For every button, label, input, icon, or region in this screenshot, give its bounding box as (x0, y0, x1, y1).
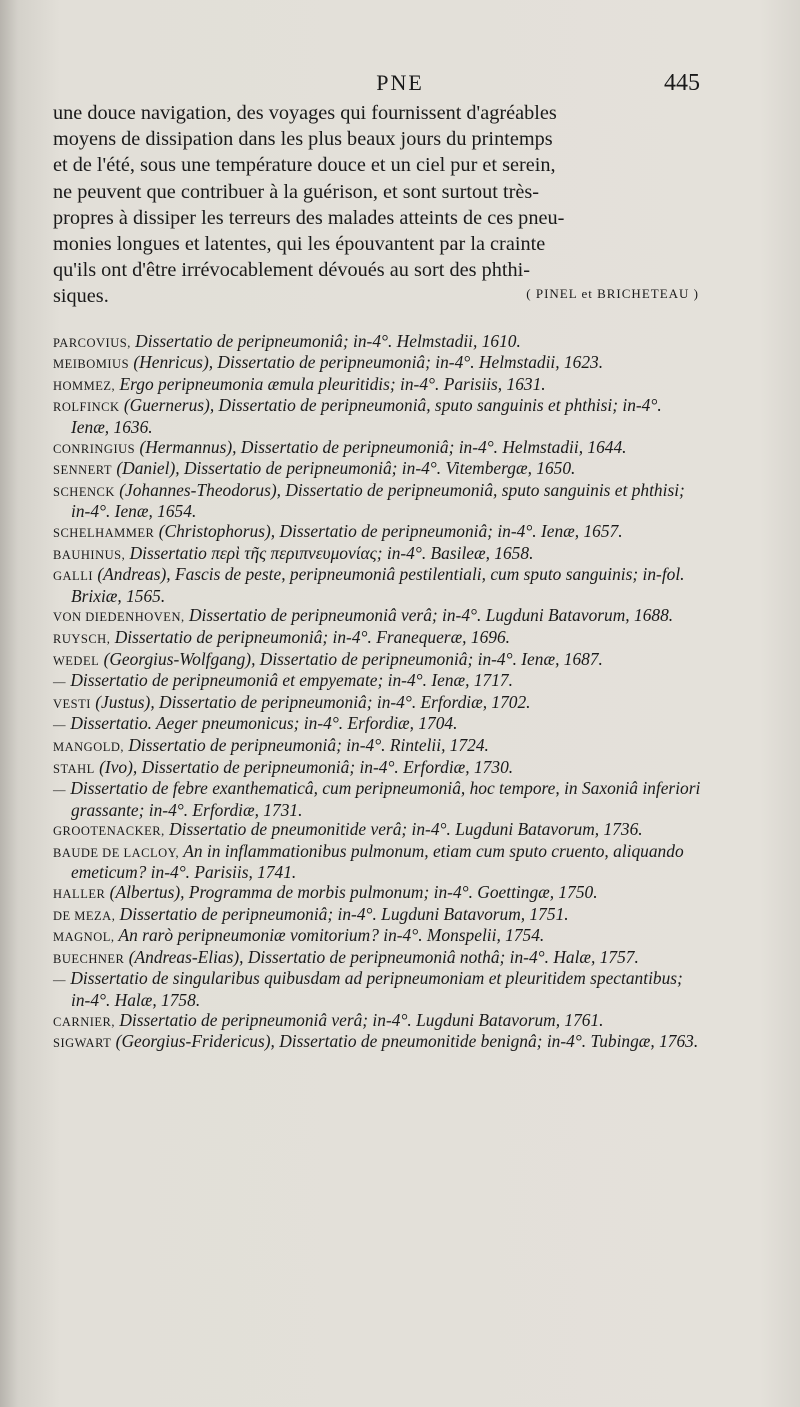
entry-citation: Dissertatio. Aeger pneumonicus; in-4°. Erfordiæ, 1704. (66, 713, 458, 734)
entry-citation: (Daniel), Dissertatio de peripneumoniâ; in-4°. Vitembergæ, 1650. (112, 458, 576, 479)
bibliography-entry (53, 883, 701, 905)
bibliography-entry (53, 758, 701, 780)
bibliography-entry (53, 779, 701, 820)
page-header (100, 70, 700, 100)
entry-citation: Dissertatio de pneumonitide verâ; in-4°. Lugduni Batavorum, 1736. (164, 819, 643, 840)
entry-citation: Dissertatio de febre exanthematicâ, cum peripneumoniâ, hoc tempore, in Saxoniâ inferiori grassante; in-4°. Erfordiæ, 1731. (66, 778, 701, 820)
bibliography-entry (53, 842, 701, 883)
paragraph-line: siques. (53, 285, 109, 308)
paragraph-line: propres à dissiper les terreurs des malades atteints de ces pneu- (53, 206, 565, 229)
bibliography-entry (53, 332, 701, 354)
entry-author: VON DIEDENHOVEN, (53, 610, 185, 625)
entry-citation: Dissertatio de peripneumoniâ; in-4°. Franequeræ, 1696. (110, 626, 510, 647)
entry-author: CARNIER, (53, 1014, 115, 1029)
entry-author: — (53, 718, 66, 733)
entry-author: MANGOLD, (53, 739, 125, 754)
entry-citation: (Christophorus), Dissertatio de peripneumoniâ; in-4°. Ienæ, 1657. (154, 520, 623, 541)
bibliography-entry (53, 926, 701, 948)
entry-author: RUYSCH, (53, 631, 111, 646)
entry-citation: Dissertatio de peripneumoniâ verâ; in-4°. Lugduni Batavorum, 1761. (115, 1009, 604, 1030)
entry-author: BUECHNER (53, 951, 125, 966)
entry-citation: Dissertatio περὶ τῆς περιπνευμονίας; in-4°. Basileæ, 1658. (125, 542, 534, 563)
bibliography-entry (53, 396, 701, 437)
entry-author: VESTI (53, 696, 91, 711)
paragraph-line: monies longues et latentes, qui les épouvantent par la crainte (53, 233, 546, 256)
bibliography-entry (53, 481, 701, 522)
entry-citation: Dissertatio de peripneumoniâ et empyemate; in-4°. Ienæ, 1717. (66, 670, 513, 691)
entry-citation: (Andreas), Fascis de peste, peripneumoniâ pestilentiali, cum sputo sanguinis; in-fol. Brixiæ, 1565. (71, 564, 685, 606)
bibliography-entry (53, 969, 701, 1010)
entry-author: BAUDE DE LACLOY, (53, 845, 180, 860)
entry-citation: Dissertatio de peripneumoniâ verâ; in-4°. Lugduni Batavorum, 1688. (184, 605, 674, 626)
entry-citation: (Justus), Dissertatio de peripneumoniâ; in-4°. Erfordiæ, 1702. (90, 691, 531, 712)
entry-author: SCHELHAMMER (53, 525, 155, 540)
entry-author: CONRINGIUS (53, 441, 136, 456)
bibliography-entry (53, 820, 701, 842)
bibliography-entry (53, 650, 701, 672)
paragraph-line: ne peuvent que contribuer à la guérison, et sont surtout très- (53, 180, 540, 203)
entry-citation: An rarò peripneumoniæ vomitorium? in-4°. Monspelii, 1754. (114, 925, 545, 946)
entry-author: SENNERT (53, 463, 112, 478)
entry-author: MAGNOL, (53, 930, 115, 945)
entry-author: STAHL (53, 761, 95, 776)
bibliography-entry (53, 671, 701, 693)
bibliography-entry (53, 353, 701, 375)
bibliography-entry (53, 714, 701, 736)
entry-citation: (Albertus), Programma de morbis pulmonum; in-4°. Goettingæ, 1750. (105, 882, 598, 903)
entry-citation: (Andreas-Elias), Dissertatio de peripneumoniâ nothâ; in-4°. Halæ, 1757. (124, 946, 639, 967)
entry-author: MEIBOMIUS (53, 357, 130, 372)
entry-citation: Dissertatio de peripneumoniâ; in-4°. Helmstadii, 1610. (130, 330, 521, 351)
entry-author: DE MEZA, (53, 908, 116, 923)
entry-author: — (53, 973, 66, 988)
entry-citation: Dissertatio de peripneumoniâ; in-4°. Rintelii, 1724. (124, 734, 489, 755)
bibliography-entry (53, 1032, 701, 1054)
entry-citation: Dissertatio de singularibus quibusdam ad peripneumoniam et pleuritidem spectantibus; in-4°. Halæ, 1758. (66, 968, 683, 1011)
closing-paragraph (53, 100, 701, 310)
bibliography-entry (53, 544, 701, 566)
author-signature: ( PINEL et BRICHETEAU ) (526, 285, 699, 301)
bibliography-entry (53, 459, 701, 481)
entry-citation: (Guernerus), Dissertatio de peripneumoniâ, sputo sanguinis et phthisi; in-4°. Ienæ, 1636. (71, 395, 662, 437)
entry-author: WEDEL (53, 653, 100, 668)
entry-author: SIGWART (53, 1036, 112, 1051)
entry-citation: Ergo peripneumonia æmula pleuritidis; in-4°. Parisiis, 1631. (115, 373, 546, 394)
entry-citation: An in inflammationibus pulmonum, etiam cum sputo cruento, aliquando emeticum? in-4°. Parisiis, 1741. (71, 840, 684, 883)
entry-citation: (Hermannus), Dissertatio de peripneumoniâ; in-4°. Helmstadii, 1644. (135, 436, 627, 457)
bibliography-entry (53, 522, 701, 544)
bibliography-entry (53, 628, 701, 650)
paragraph-line: qu'ils ont d'être irrévocablement dévoués au sort des phthi- (53, 259, 531, 282)
bibliography-list (53, 332, 701, 1054)
bibliography-entry (53, 375, 701, 397)
entry-author: PARCOVIUS, (53, 335, 131, 350)
running-head: PNE (376, 70, 424, 95)
entry-author: GALLI (53, 569, 93, 584)
entry-citation: (Ivo), Dissertatio de peripneumoniâ; in-4°. Erfordiæ, 1730. (94, 756, 514, 777)
entry-author: — (53, 783, 66, 798)
entry-citation: (Georgius-Wolfgang), Dissertatio de peripneumoniâ; in-4°. Ienæ, 1687. (99, 648, 603, 669)
entry-citation: (Georgius-Fridericus), Dissertatio de pneumonitide benignâ; in-4°. Tubingæ, 1763. (111, 1031, 699, 1052)
bibliography-entry (53, 948, 701, 970)
entry-author: BAUHINUS, (53, 547, 126, 562)
paragraph-line: une douce navigation, des voyages qui fournissent d'agréables (53, 102, 557, 124)
entry-author: ROLFINCK (53, 400, 120, 415)
bibliography-entry (53, 905, 701, 927)
entry-author: SCHENCK (53, 484, 115, 499)
bibliography-entry (53, 438, 701, 460)
page-number: 445 (664, 70, 700, 96)
paragraph-line: moyens de dissipation dans les plus beaux jours du printemps (53, 128, 553, 151)
bibliography-entry (53, 606, 701, 628)
entry-author: GROOTENACKER, (53, 824, 165, 839)
entry-citation: Dissertatio de peripneumoniâ; in-4°. Lugduni Batavorum, 1751. (115, 903, 569, 924)
entry-author: — (53, 675, 66, 690)
bibliography-entry (53, 693, 701, 715)
bibliography-entry (53, 565, 701, 606)
page-body (53, 100, 701, 1054)
bibliography-entry (53, 1011, 701, 1033)
entry-citation: (Johannes-Theodorus), Dissertatio de peripneumoniâ, sputo sanguinis et phthisi; in-4°. Ienæ, 1654. (71, 479, 685, 522)
entry-citation: (Henricus), Dissertatio de peripneumoniâ; in-4°. Helmstadii, 1623. (129, 352, 604, 373)
entry-author: HOMMEZ, (53, 378, 116, 393)
bibliography-entry (53, 736, 701, 758)
entry-author: HALLER (53, 887, 106, 902)
paragraph-line: et de l'été, sous une température douce et un ciel pur et serein, (53, 154, 556, 177)
